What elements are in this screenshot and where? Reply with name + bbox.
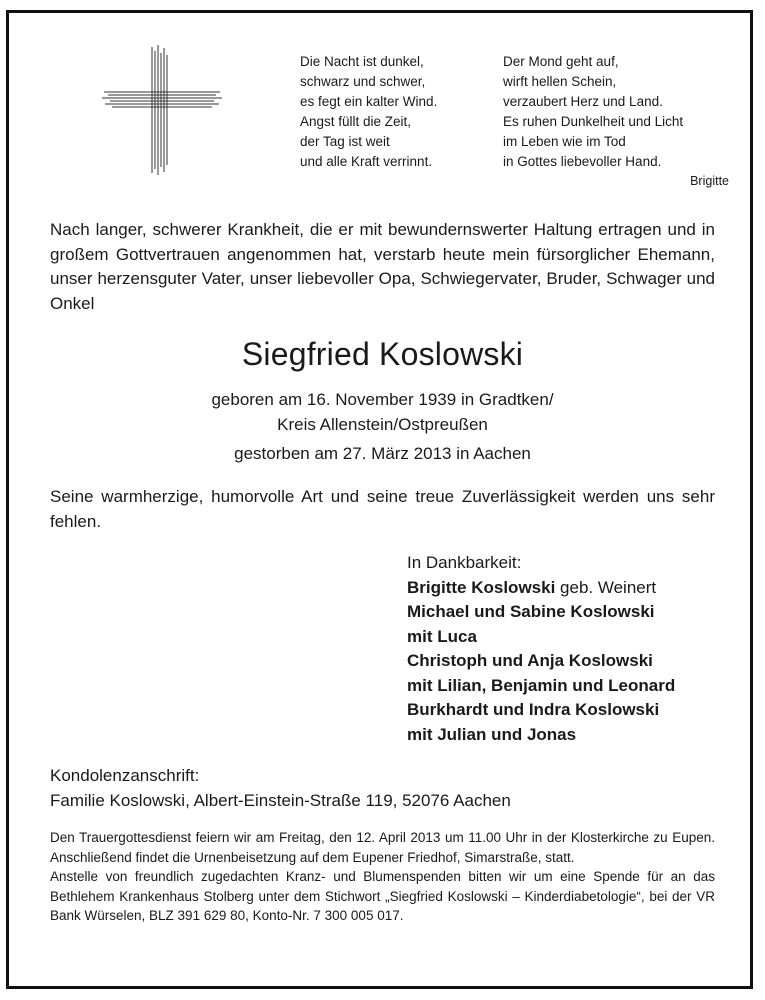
poem-line: wirft hellen Schein,	[503, 74, 617, 89]
mourner-line: mit Luca	[407, 626, 477, 646]
deceased-name: Siegfried Koslowski	[241, 336, 524, 372]
mourner-line	[407, 576, 675, 601]
poem-left-stanza	[300, 52, 437, 172]
mourner-line: Michael und Sabine Koslowski	[407, 602, 655, 621]
donation-paragraph: Anstelle von freundlich zugedachten Kranz- und Blumenspenden bitten wir um eine Spende für an das Bethlehem Krankenhaus Stolberg unter dem Stichwort „Siegfried Koslowski – Kinderdiabetologie“, bei der VR Bank Würselen, BLZ 391 629 80, Konto-Nr. 7 300 005 017.	[50, 869, 715, 923]
tribute-paragraph: Seine warmherzige, humorvolle Art und seine treue Zuverlässigkeit werden uns sehr fehlen.	[50, 487, 715, 531]
condolence-address-block	[50, 764, 511, 813]
poem-line: verzaubert Herz und Land.	[503, 94, 663, 109]
mourner-line: mit Julian und Jonas	[407, 724, 577, 744]
poem-author: Brigitte	[690, 174, 729, 188]
poem-line: der Tag ist weit	[300, 134, 390, 149]
poem-line: schwarz und schwer,	[300, 74, 426, 89]
poem-line: es fegt ein kalter Wind.	[300, 94, 438, 109]
cross-icon	[102, 45, 222, 175]
poem-line: Es ruhen Dunkelheit und Licht	[503, 114, 684, 129]
mourners-heading: In Dankbarkeit:	[407, 553, 522, 572]
poem-line: und alle Kraft verrinnt.	[300, 154, 433, 169]
life-dates	[0, 388, 765, 467]
mourner-line: mit Lilian, Benjamin und Leonard	[407, 675, 676, 695]
mourner-maiden-name: geb. Weinert	[555, 577, 657, 597]
birth-line-2: Kreis Allenstein/Ostpreußen	[277, 414, 488, 434]
poem-line: Die Nacht ist dunkel,	[300, 54, 424, 69]
mourner-name: Brigitte Koslowski	[407, 577, 556, 597]
poem-line: in Gottes liebevoller Hand.	[503, 154, 662, 169]
poem-line: Der Mond geht auf,	[503, 54, 619, 69]
poem-line: im Leben wie im Tod	[503, 134, 626, 149]
service-paragraph: Den Trauergottesdienst feiern wir am Freitag, den 12. April 2013 um 11.00 Uhr in der Klosterkirche zu Eupen. Anschließend findet die Urnenbeisetzung auf dem Eupener Friedhof, Simarstraße, statt.	[50, 830, 715, 865]
intro-paragraph: Nach langer, schwerer Krankheit, die er mit bewundernswerter Haltung ertragen und in großem Gottvertrauen angenommen hat, verstarb heute mein fürsorglicher Ehemann, unser herzensguter Vater, unser liebevoller Opa, Schwiegervater, Bruder, Schwager und Onkel	[50, 220, 715, 313]
condolence-label: Kondolenzanschrift:	[50, 766, 200, 785]
condolence-address: Familie Koslowski, Albert-Einstein-Straße 119, 52076 Aachen	[50, 790, 511, 810]
poem-line: Angst füllt die Zeit,	[300, 114, 412, 129]
death-line: gestorben am 27. März 2013 in Aachen	[234, 444, 531, 463]
mourner-line: Christoph und Anja Koslowski	[407, 651, 653, 670]
service-notice	[50, 828, 715, 926]
poem-right-stanza	[503, 52, 683, 172]
mourner-line: Burkhardt und Indra Koslowski	[407, 700, 660, 719]
mourners-list	[407, 551, 675, 747]
birth-line-1: geboren am 16. November 1939 in Gradtken/	[211, 390, 554, 409]
